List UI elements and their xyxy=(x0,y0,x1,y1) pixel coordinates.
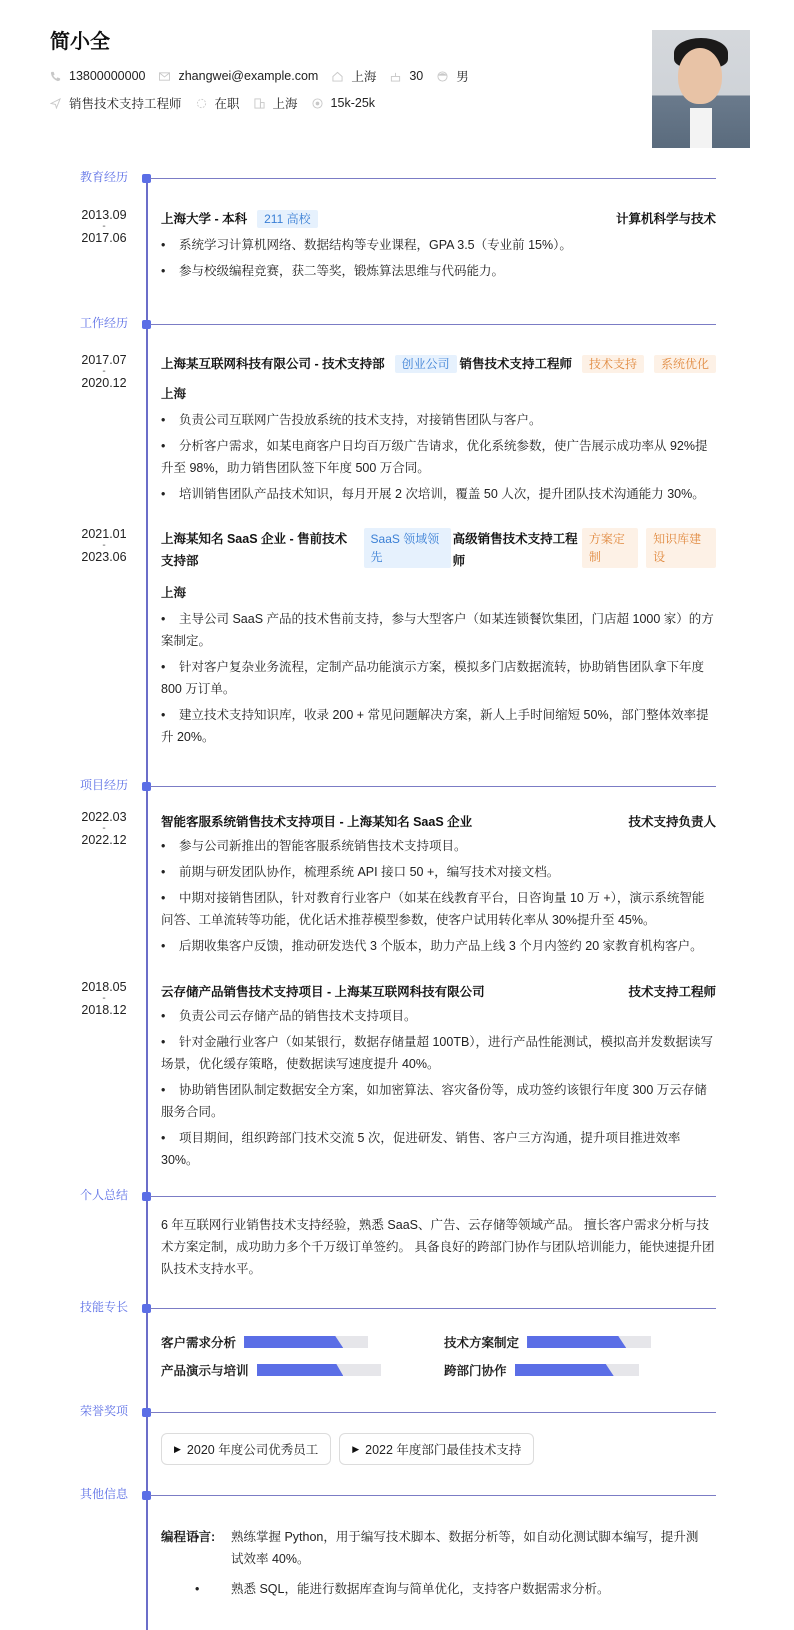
salary-item xyxy=(312,96,375,110)
other-bullets xyxy=(213,1526,703,1608)
send-icon xyxy=(50,98,61,109)
bullet: • 主导公司 SaaS 产品的技术售前支持，参与大型客户（如某连锁餐饮集团，门店超 1000 家）的方案制定。 xyxy=(161,608,716,652)
project-name: 云存储产品销售技术支持项目 - 上海某互联网科技有限公司 xyxy=(161,985,485,999)
phone-icon xyxy=(50,71,61,82)
project-role: 技术支持负责人 xyxy=(628,815,716,829)
section-title: 技能专长 xyxy=(80,1300,129,1314)
contact-row xyxy=(50,68,750,84)
job-intent-row xyxy=(50,95,750,111)
skill-bar xyxy=(515,1364,639,1376)
work-bullets xyxy=(161,608,716,748)
phone-value: 13800000000 xyxy=(69,69,146,83)
mail-icon xyxy=(159,71,170,82)
age-value: 30 xyxy=(409,69,424,83)
gender-value: 男 xyxy=(456,70,469,84)
divider xyxy=(150,178,716,179)
play-triangle-icon: ▶ xyxy=(352,1443,360,1454)
candidate-name: 简小全 xyxy=(50,31,110,53)
hometown-value: 上海 xyxy=(351,70,377,84)
target-role-item xyxy=(50,94,182,112)
bullet: • 针对金融行业客户（如某银行，数据存储量超 100TB），进行产品性能测试，模拟高并发数据读写场景，优化缓存策略，使数据读写速度提升 40%。 xyxy=(161,1031,716,1075)
home-icon xyxy=(332,71,343,82)
section-title: 荣誉奖项 xyxy=(80,1404,129,1418)
section-other xyxy=(0,1489,794,1501)
project-date: 2018.05 - 2018.12 xyxy=(81,980,127,1017)
company-tag: 创业公司 xyxy=(395,355,457,373)
role-tag: 方案定制 xyxy=(582,528,638,568)
building-icon xyxy=(254,98,265,109)
skill-bar xyxy=(244,1336,368,1348)
play-triangle-icon: ▶ xyxy=(174,1443,181,1454)
coin-icon xyxy=(312,98,323,109)
bullet: • 系统学习计算机网络、数据结构等专业课程，GPA 3.5（专业前 15%）。 xyxy=(161,234,716,256)
bullet: • 后期收集客户反馈，推动研发迭代 3 个版本，助力产品上线 3 个月内签约 20 家教育机构客户。 xyxy=(161,935,716,957)
award-chip[interactable]: ▶ 2020 年度公司优秀员工 xyxy=(161,1433,331,1465)
work-entry xyxy=(161,528,716,748)
work-date: 2021.01 - 2023.06 xyxy=(81,527,127,564)
company-tag: SaaS 领域领先 xyxy=(364,528,451,568)
bullet: • 负责公司互联网广告投放系统的技术支持，对接销售团队与客户。 xyxy=(161,409,716,431)
section-title: 教育经历 xyxy=(80,170,129,184)
bullet: • 前期与研发团队协作，梳理系统 API 接口 50 +，编写技术对接文档。 xyxy=(161,861,716,883)
bullet: • 建立技术支持知识库，收录 200 + 常见问题解决方案，新人上手时间缩短 50%，部门整体效率提升 20%。 xyxy=(161,704,716,748)
school-tag: 211 高校 xyxy=(257,210,317,228)
email-value: zhangwei@example.com xyxy=(178,69,319,83)
work-entry xyxy=(161,355,716,505)
bullet: • 参与公司新推出的智能客服系统销售技术支持项目。 xyxy=(161,835,716,857)
project-entry xyxy=(161,983,716,1171)
status-item xyxy=(196,94,240,112)
skills-block xyxy=(161,1333,716,1379)
role-tag: 系统优化 xyxy=(654,355,716,373)
profile-photo xyxy=(652,30,750,148)
phone-item xyxy=(50,69,145,83)
education-entry xyxy=(161,210,716,282)
skill-item: 跨部门协作 xyxy=(444,1361,716,1379)
skill-item: 产品演示与培训 xyxy=(161,1361,444,1379)
section-education xyxy=(0,172,794,184)
job-role: 高级销售技术支持工程师 xyxy=(452,532,578,568)
skill-bar xyxy=(527,1336,651,1348)
section-title: 工作经历 xyxy=(80,316,129,330)
role-tag: 技术支持 xyxy=(582,355,644,373)
resume-header xyxy=(50,28,750,148)
bullet: • 针对客户复杂业务流程，定制产品功能演示方案，模拟多门店数据流转，协助销售团队拿下年度 800 万订单。 xyxy=(161,656,716,700)
target-role-value: 销售技术支持工程师 xyxy=(69,97,182,111)
loading-icon xyxy=(196,98,207,109)
project-entry xyxy=(161,813,716,957)
work-city: 上海 xyxy=(161,387,187,401)
education-bullets xyxy=(161,234,716,282)
divider xyxy=(150,786,716,787)
section-title: 其他信息 xyxy=(80,1487,129,1501)
company-name: 上海某知名 SaaS 企业 - 售前技术支持部 xyxy=(161,532,348,568)
skill-bar xyxy=(257,1364,381,1376)
gender-icon xyxy=(437,71,448,82)
section-work xyxy=(0,318,794,330)
other-block xyxy=(161,1526,716,1608)
company-name: 上海某互联网科技有限公司 - 技术支持部 xyxy=(161,357,385,371)
section-awards xyxy=(0,1406,794,1418)
section-summary xyxy=(0,1190,794,1202)
work-city: 上海 xyxy=(161,586,187,600)
skill-item: 技术方案制定 xyxy=(444,1333,716,1351)
other-label: 编程语言: xyxy=(161,1530,216,1544)
target-city-value: 上海 xyxy=(272,97,298,111)
job-role: 销售技术支持工程师 xyxy=(459,357,572,371)
project-role: 技术支持工程师 xyxy=(628,985,716,999)
education-date: 2013.09 - 2017.06 xyxy=(81,208,127,245)
hometown-item xyxy=(332,67,376,85)
divider xyxy=(150,1196,716,1197)
work-bullets xyxy=(161,409,716,505)
bullet: • 负责公司云存储产品的销售技术支持项目。 xyxy=(161,1005,716,1027)
status-value: 在职 xyxy=(214,97,240,111)
summary-text: 6 年互联网行业销售技术支持经验，熟悉 SaaS、广告、云存储等领域产品。 擅长客户需求分析与技术方案定制，成功助力多个千万级订单签约。 具备良好的跨部门协作与团队培训能力，能快速提升团队技术支持水平。 xyxy=(161,1218,715,1276)
section-title: 项目经历 xyxy=(80,778,129,792)
school-name: 上海大学 - 本科 xyxy=(161,212,248,226)
section-skills xyxy=(0,1302,794,1314)
role-tag: 知识库建设 xyxy=(646,528,716,568)
section-title: 个人总结 xyxy=(80,1188,129,1202)
target-city-item xyxy=(254,94,298,112)
bullet: • 培训销售团队产品技术知识，每月开展 2 次培训，覆盖 50 人次，提升团队技术沟通能力 30%。 xyxy=(161,483,716,505)
bullet: • 参与校级编程竞赛，获二等奖，锻炼算法思维与代码能力。 xyxy=(161,260,716,282)
summary-block xyxy=(161,1214,716,1280)
awards-block xyxy=(161,1433,716,1465)
cake-icon xyxy=(390,71,401,82)
divider xyxy=(150,1308,716,1309)
age-item xyxy=(390,69,423,83)
major: 计算机科学与技术 xyxy=(615,212,716,226)
divider xyxy=(150,324,716,325)
bullet: • 中期对接销售团队，针对教育行业客户（如某在线教育平台，日咨询量 10 万 +），演示系统智能问答、工单流转等功能，优化话术推荐模型参数，使客户试用转化率从 30%提升至 45%。 xyxy=(161,887,716,931)
work-date: 2017.07 - 2020.12 xyxy=(81,353,127,390)
bullet: • 熟练掌握 Python，用于编写技术脚本、数据分析等，如自动化测试脚本编写，提升测试效率 40%。 xyxy=(213,1526,703,1570)
salary-value: 15k-25k xyxy=(330,96,376,110)
bullet: • 分析客户需求，如某电商客户日均百万级广告请求，优化系统参数，使广告展示成功率从 92%提升至 98%，助力销售团队签下年度 500 万合同。 xyxy=(161,435,716,479)
divider xyxy=(150,1495,716,1496)
gender-item xyxy=(437,67,469,85)
bullet: • 协助销售团队制定数据安全方案，如加密算法、容灾备份等，成功签约该银行年度 300 万云存储服务合同。 xyxy=(161,1079,716,1123)
project-bullets xyxy=(161,835,716,957)
project-bullets xyxy=(161,1005,716,1171)
skill-item: 客户需求分析 xyxy=(161,1333,444,1351)
award-chip[interactable]: ▶ 2022 年度部门最佳技术支持 xyxy=(339,1433,534,1465)
project-date: 2022.03 - 2022.12 xyxy=(81,810,127,847)
project-name: 智能客服系统销售技术支持项目 - 上海某知名 SaaS 企业 xyxy=(161,815,473,829)
divider xyxy=(150,1412,716,1413)
bullet: • 项目期间，组织跨部门技术交流 5 次，促进研发、销售、客户三方沟通，提升项目推进效率 30%。 xyxy=(161,1127,716,1171)
bullet: • 熟悉 SQL，能进行数据库查询与简单优化，支持客户数据需求分析。 xyxy=(213,1578,703,1600)
section-projects xyxy=(0,780,794,792)
email-item xyxy=(159,69,318,83)
